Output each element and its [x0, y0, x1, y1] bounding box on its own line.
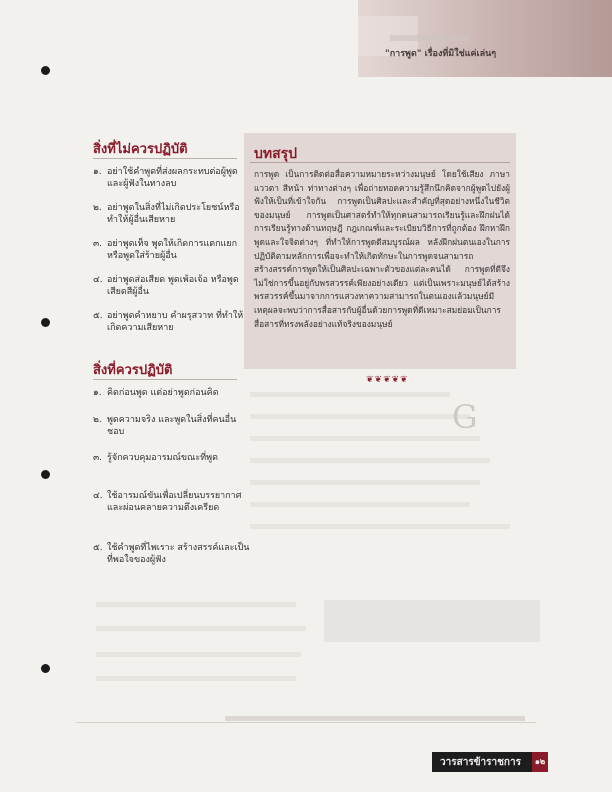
dont-heading-rule — [93, 158, 237, 159]
binder-hole — [41, 66, 50, 75]
do-item — [93, 452, 253, 464]
footer-journal-title: วารสารข้าราชการ — [440, 757, 521, 768]
header-title: "การพูด" เรื่องที่มิใช่แค่เล่นๆ — [385, 49, 497, 59]
dont-item-text: อย่าพูดคำหยาบ คำผรุสวาท ที่ทำให้เกิดความเสียหาย — [107, 311, 244, 333]
show-through-text — [96, 676, 296, 681]
header-faded-text — [390, 35, 470, 41]
do-item-number: ๒. — [93, 415, 102, 425]
show-through-text — [250, 524, 510, 529]
show-through-text — [250, 436, 480, 441]
do-item-text: รู้จักควบคุมอารมณ์ขณะที่พูด — [107, 453, 218, 463]
show-through-text — [250, 458, 490, 463]
dont-item-number: ๕. — [93, 311, 103, 321]
do-item-text: คิดก่อนพูด แต่อย่าพูดก่อนคิด — [107, 388, 219, 398]
binder-hole — [41, 470, 50, 479]
summary-heading: บทสรุป — [254, 146, 298, 162]
do-item — [93, 542, 253, 566]
do-item-number: ๔. — [93, 491, 103, 501]
do-item-number: ๕. — [93, 543, 103, 553]
footnote-rule — [76, 722, 536, 723]
dont-item-text: อย่าพูดในสิ่งที่ไม่เกิดประโยชน์หรือทำให้ผู้อื่นเสียหาย — [107, 203, 240, 225]
show-through-letter: G — [452, 398, 478, 436]
dont-item-text: อย่าพูดส่อเสียด พูดเพ้อเจ้อ หรือพูดเสียดสีผู้อื่น — [107, 275, 239, 297]
ornament-divider-icon: ❦❦❦❦❦ — [366, 375, 409, 385]
do-heading: สิ่งที่ควรปฏิบัติ — [93, 363, 173, 378]
do-item — [93, 387, 253, 399]
show-through-text — [96, 602, 296, 607]
dont-item-number: ๒. — [93, 203, 102, 213]
dont-heading: สิ่งที่ไม่ควรปฏิบัติ — [93, 142, 188, 157]
show-through-text — [250, 480, 480, 485]
dont-item-number: ๓. — [93, 239, 103, 249]
dont-item — [93, 238, 253, 262]
dont-item-number: ๑. — [93, 167, 102, 177]
dont-item-text: อย่าพูดเท็จ พูดให้เกิดการแตกแยกหรือพูดใส่ร้ายผู้อื่น — [107, 239, 238, 261]
summary-body: การพูด เป็นการติดต่อสื่อความหมายระหว่างมนุษย์ โดยใช้เสียง ภาษา แววตา สีหน้า ท่าทางต่างๆ เพื่อถ่ายทอดความรู้สึกนึกคิดจากผู้พูดไปยังผู้ฟังให้เป็นที่เข้าใจกัน การพูดเป็นศิลปะและสำคัญที่สุดอย่างหนึ่งในชีวิตของมนุษย์ การพูดเป็นศาสตร์ทำให้ทุกคนสามารถเรียนรู้และฝึกฝนได้ การเรียนรู้ทางด้านทฤษฎี กฎเกณฑ์และระเบียบวิธีการที่ถูกต้อง ฝึกหาฝึกพูดและใจจิตต่างๆ ที่ทำให้การพูดดีสมบูรณ์ผล หลังฝึกฝนตนเองในการปฏิบัติตามหลักการเพื่อจะทำให้เกิดทักษะในการพูดจนสามารถสร้างสรรค์การพูดให้เป็นศิลปะเฉพาะตัวของแต่ละคนได้ การพูดที่ดีจึงไม่ใช่การขึ้นอยู่กับพรสวรรค์เพียงอย่างเดียว แต่เป็นเพราะมนุษย์ได้สร้างพรสวรรค์ขึ้นมาจากการแสวงหาความสามารถในตนเองแล้วมนุษย์มีเหตุผลจะพบว่าการสื่อสารกับผู้อื่นด้วยการพูดที่ดีเหมาะสมย่อมเป็นการสื่อสารที่ทรงพลังอย่างแท้จริงของมนุษย์ — [254, 169, 510, 329]
summary-heading-rule — [250, 162, 510, 163]
show-through-text — [250, 392, 450, 397]
show-through-text — [96, 626, 306, 631]
dont-item-text: อย่าใช้คำพูดที่ส่งผลกระทบต่อผู้พูดและผู้ฟังในทางลบ — [107, 167, 238, 189]
do-item-text: พูดความจริง และพูดในสิ่งที่คนอื่นชอบ — [107, 415, 237, 437]
footnote-text — [225, 716, 525, 721]
dont-item — [93, 166, 253, 190]
dont-item — [93, 274, 253, 298]
binder-hole — [41, 664, 50, 673]
do-heading-rule — [93, 379, 237, 380]
show-through-text — [250, 502, 470, 507]
dont-item — [93, 202, 253, 226]
dont-item-number: ๔. — [93, 275, 103, 285]
show-through-text — [250, 414, 470, 419]
do-item-number: ๓. — [93, 453, 103, 463]
page-number: ๑๒ — [532, 752, 548, 772]
do-item-text: ใช้คำพูดที่ไพเราะ สร้างสรรค์และเป็นที่พอใจของผู้ฟัง — [107, 543, 250, 565]
do-item-text: ใช้อารมณ์ขันเพื่อเปลี่ยนบรรยากาศและผ่อนคลายความตึงเครียด — [107, 491, 242, 513]
do-item-number: ๑. — [93, 388, 102, 398]
show-through-text — [96, 652, 301, 657]
dont-item — [93, 310, 253, 334]
binder-hole — [41, 318, 50, 327]
do-item — [93, 414, 253, 438]
show-through-box — [324, 600, 540, 642]
do-item — [93, 490, 253, 514]
